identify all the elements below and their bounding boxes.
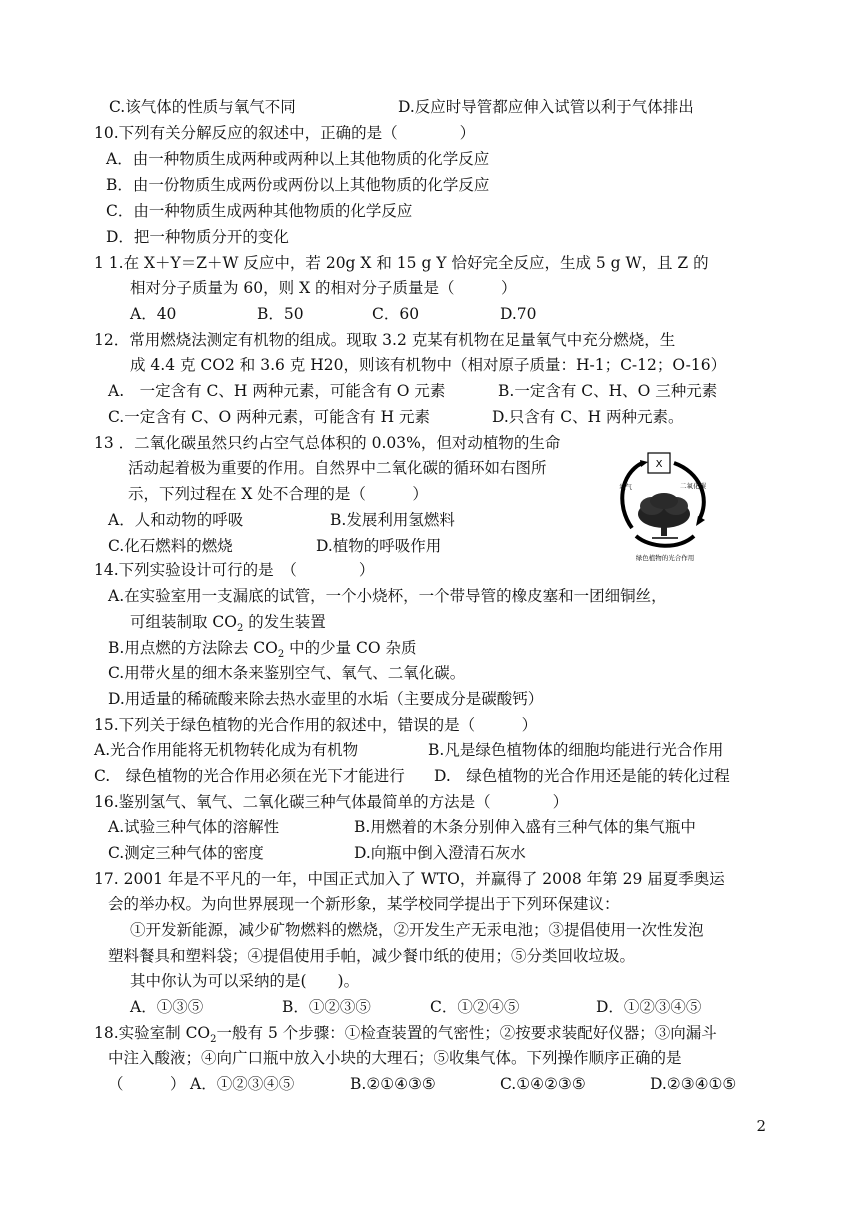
q17-option-c: C．①②④⑤ <box>430 998 520 1016</box>
q13-stem-line3: 示，下列过程在 X 处不合理的是（ ） <box>128 485 428 503</box>
page-number: 2 <box>756 1117 766 1135</box>
q12-stem-line1: 12．常用燃烧法测定有机物的组成。现取 3.2 克某有机物在足量氧气中充分燃烧，生 <box>94 331 676 349</box>
q10-option-a: A．由一种物质生成两种或两种以上其他物质的化学反应 <box>106 150 490 168</box>
q17-ask: 其中你认为可以采纳的是( )。 <box>130 972 360 990</box>
q17-option-d: D．①②③④⑤ <box>596 998 702 1016</box>
q13-option-b: B.发展利用氢燃料 <box>330 511 455 529</box>
q17-stem-line1: 17. 2001 年是不平凡的一年，中国正式加入了 WTO，并赢得了 2008 年第 29 届夏季奥运 <box>94 870 725 888</box>
q12-option-b: B.一定含有 C、H、O 三种元素 <box>498 382 718 400</box>
q18-stem-line1: 18.实验室制 $CO_2$一般有 5 个步骤：①检查装置的气密性；②按要求装配好仪器；③向漏斗 <box>94 1024 717 1046</box>
co2-label: 二氧化碳 <box>680 482 706 490</box>
q15-option-b: B.凡是绿色植物体的细胞均能进行光合作用 <box>428 741 724 759</box>
q11-option-d: D.70 <box>500 305 537 323</box>
q13-stem-line2: 活动起着极为重要的作用。自然界中二氧化碳的循环如右图所 <box>128 459 547 477</box>
q12-option-c: C.一定含有 C、O 两种元素，可能含有 H 元素 <box>108 408 431 426</box>
q18-option-c: C.①④②③⑤ <box>500 1075 586 1093</box>
q18-stem-line2: 中注入酸液；④向广口瓶中放入小块的大理石；⑤收集气体。下列操作顺序正确的是 <box>108 1049 682 1067</box>
q17-list-line2: 塑料餐具和塑料袋；④提倡使用手帕，减少餐巾纸的使用；⑤分类回收垃圾。 <box>108 947 636 965</box>
q10-option-d: D．把一种物质分开的变化 <box>106 228 289 246</box>
q16-option-b: B.用燃着的木条分别伸入盛有三种气体的集气瓶中 <box>354 818 696 836</box>
q14-option-d: D.用适量的稀硫酸来除去热水壶里的水垢（主要成分是碳酸钙） <box>108 690 544 708</box>
q10-stem: 10.下列有关分解反应的叙述中，正确的是（ ） <box>94 124 476 142</box>
q14-option-a-line1: A.在实验室用一支漏底的试管，一个小烧杯，一个带导管的橡皮塞和一团细铜丝， <box>108 587 667 605</box>
diagram-caption: 绿色植物的光合作用 <box>635 554 695 562</box>
q18-option-d: D.②③④①⑤ <box>650 1075 737 1093</box>
q17-list-line1: ①开发新能源，减少矿物燃料的燃烧，②开发生产无汞电池；③提倡使用一次性发泡 <box>130 921 704 939</box>
q13-option-c: C.化石燃料的燃烧 <box>108 537 233 555</box>
q13-stem-line1: 13 ．二氧化碳虽然只约占空气总体积的 0.03%，但对动植物的生命 <box>94 434 561 452</box>
q14-option-a-line2: 可组装制取 $CO_2$ 的发生装置 <box>130 613 326 635</box>
oxygen-label: 氧气 <box>619 483 632 491</box>
q16-stem: 16.鉴别氢气、氧气、二氧化碳三种气体最简单的方法是（ ） <box>94 793 569 811</box>
q15-option-a: A.光合作用能将无机物转化成为有机物 <box>94 741 359 759</box>
q11-option-b: B．50 <box>257 305 304 323</box>
q11-option-c: C．60 <box>372 305 420 323</box>
q18-option-a: A．①②③④⑤ <box>190 1075 295 1093</box>
cycle-arrow-left <box>622 463 642 528</box>
q14-stem: 14.下列实验设计可行的是 （ ） <box>94 561 375 579</box>
q15-option-d: D. 绿色植物的光合作用还是能的转化过程 <box>434 767 730 785</box>
q18-option-b: B.②①④③⑤ <box>350 1075 436 1093</box>
q12-option-a: A. 一定含有 C、H 两种元素，可能含有 O 元素 <box>108 382 446 400</box>
q12-stem-line2: 成 4.4 克 CO2 和 3.6 克 H20，则该有机物中（相对原子质量：H-1；C-12；O-16） <box>130 356 727 374</box>
q13-option-a: A．人和动物的呼吸 <box>108 511 244 529</box>
q11-option-a: A．40 <box>130 305 177 323</box>
q9-option-d: D.反应时导管都应伸入试管以利于气体排出 <box>398 98 694 116</box>
q17-option-b: B．①②③⑤ <box>282 998 371 1016</box>
q17-stem-line2: 会的举办权。为向世界展现一个新形象，某学校同学提出于下列环保建议： <box>108 895 620 913</box>
q11-stem-line2: 相对分子质量为 60，则 X 的相对分子质量是（ ） <box>130 279 517 297</box>
q15-option-c: C. 绿色植物的光合作用必须在光下才能进行 <box>94 767 405 785</box>
q16-option-a: A.试验三种气体的溶解性 <box>108 818 280 836</box>
q10-option-c: C．由一种物质生成两种其他物质的化学反应 <box>106 202 413 220</box>
q13-option-d: D.植物的呼吸作用 <box>316 537 442 555</box>
tree-icon <box>638 493 690 538</box>
q10-option-b: B．由一份物质生成两份或两份以上其他物质的化学反应 <box>106 176 490 194</box>
q16-option-d: D.向瓶中倒入澄清石灰水 <box>354 844 526 862</box>
q12-option-d: D.只含有 C、H 两种元素。 <box>492 408 684 426</box>
q15-stem: 15.下列关于绿色植物的光合作用的叙述中，错误的是（ ） <box>94 716 538 734</box>
q11-stem-line1: 1 1.在 X＋Y＝Z＋W 反应中，若 20g X 和 15 g Y 恰好完全反应，生成 5 g W，且 Z 的 <box>94 254 709 272</box>
q14-option-c: C.用带火星的细木条来鉴别空气、氧气、二氧化碳。 <box>108 664 466 682</box>
q9-option-c: C.该气体的性质与氧气不同 <box>109 98 296 116</box>
x-box-label: X <box>655 459 663 470</box>
q16-option-c: C.测定三种气体的密度 <box>108 844 264 862</box>
q18-answer-paren: （ ） <box>108 1075 186 1093</box>
q17-option-a: A．①③⑤ <box>130 998 204 1016</box>
carbon-cycle-diagram <box>612 446 718 564</box>
q14-option-b: B.用点燃的方法除去 $CO_2$ 中的少量 CO 杂质 <box>108 639 417 661</box>
